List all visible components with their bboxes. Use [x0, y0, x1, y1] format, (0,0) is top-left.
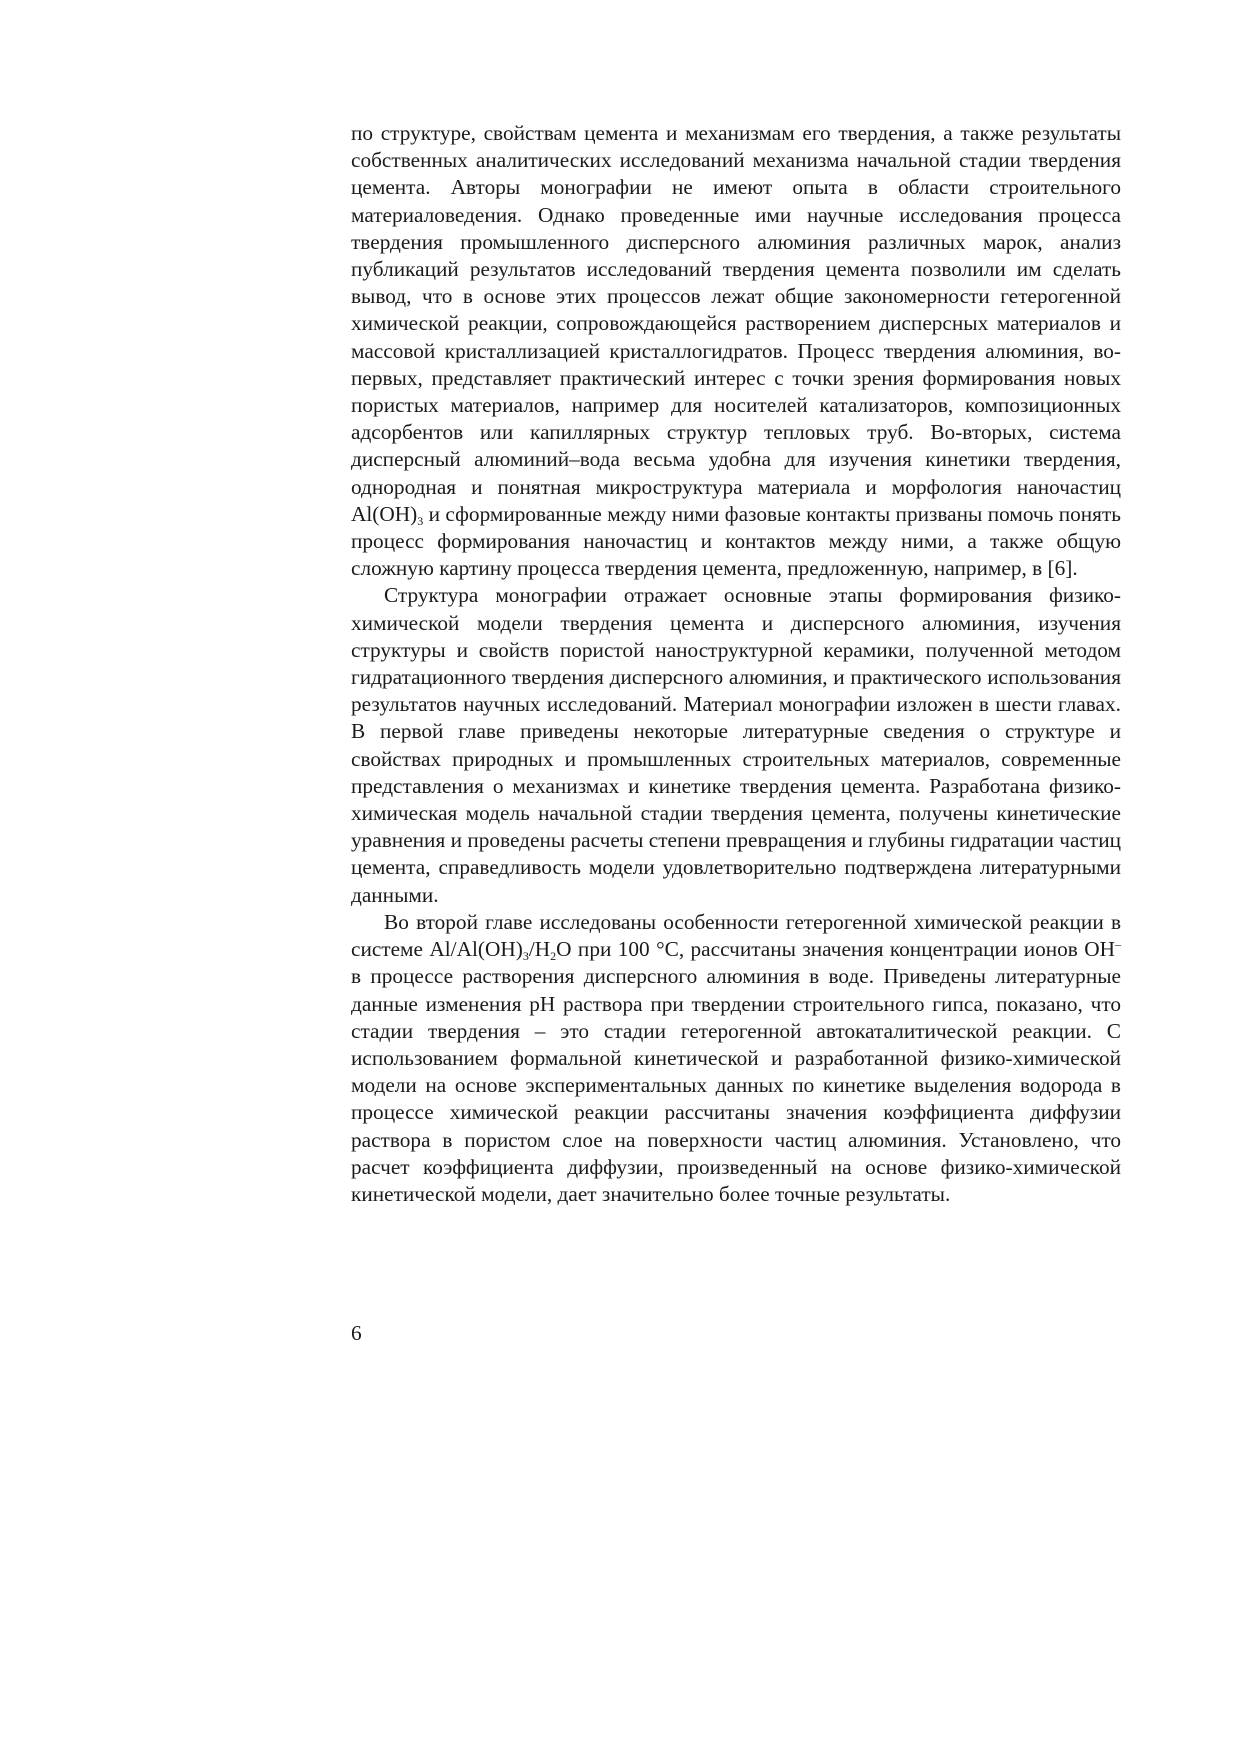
subscript-3: 3 [522, 949, 529, 964]
page-body [351, 120, 1121, 1208]
paragraph-3-text-1: Во второй главе исследованы особенности гетерогенной химической реакции в системе Al/Al(OH) [351, 909, 1121, 962]
paragraph-2-text-1: Структура монографии отражает основные этапы формирования физико-химической модели твердения цемента и дисперсного алюминия, изучения структуры и свойств пористой наноструктурной керамики, полученной методом гидратационного твердения дисперсного алюминия, и практического использования результатов научных исследований. Материал монографии изложен в шести главах. В первой главе приведены некоторые литературные сведения о структуре и свойствах природных и промышленных строительных материалов, современные представления о механизмах и кинетике твердения цемента. Разработана физико-химическая модель начальной стадии твердения цемента, получены кинетические уравнения и проведены расчеты степени превращения и глубины гидратации частиц цемента, справедливость модели удовлетворительно подтверждена литературными данными. [351, 583, 1121, 907]
paragraph-3-text-4: в процессе растворения дисперсного алюминия в воде. Приведены литературные данные изменения pH раствора при твердении строительного гипса, показано, что стадии твердения – это стадии гетерогенной автокаталитической реакции. С использованием формальной кинетической и разработанной физико-химической модели на основе экспериментальных данных по кинетике выделения водорода в процессе химической реакции рассчитаны значения коэффициента диффузии раствора в пористом слое на поверхности частиц алюминия. Установлено, что расчет коэффициента диффузии, произведенный на основе физико-химической кинетической модели, дает значительно более точные результаты. [351, 964, 1121, 1206]
subscript-3: 3 [417, 513, 424, 528]
paragraph-3-text-3: O при 100 °C, рассчитаны значения концентрации ионов OH [556, 937, 1115, 962]
paragraph-1-text-1: по структуре, свойствам цемента и механизмам его твердения, а также результаты собственных аналитических исследований механизма начальной стадии твердения цемента. Авторы монографии не имеют опыта в области строительного материаловедения. Однако проведенные ими научные исследования процесса твердения промышленного дисперсного алюминия различных марок, анализ публикаций результатов исследований твердения цемента позволили им сделать вывод, что в основе этих процессов лежат общие закономерности гетерогенной химической реакции, сопровождающейся растворением дисперсных материалов и массовой кристаллизацией кристаллогидратов. Процесс твердения алюминия, во-первых, представляет практический интерес с точки зрения формирования новых пористых материалов, например для носителей катализаторов, композиционных адсорбентов или капиллярных структур тепловых труб. Во-вторых, система дисперсный алюминий–вода весьма удобна для изучения кинетики твердения, однородная и понятная микроструктура материала и морфология наночастиц Al(OH) [351, 121, 1121, 526]
subscript-2: 2 [550, 949, 557, 964]
paragraph-3-text-2: /H [528, 937, 551, 962]
superscript-minus: – [1115, 937, 1121, 952]
paragraph-1 [351, 120, 1121, 582]
page-number: 6 [351, 1321, 362, 1345]
paragraph-1-text-2: и сформированные между ними фазовые контакты призваны помочь понять процесс формирования наночастиц и контактов между ними, а также общую сложную картину процесса твердения цемента, предложенную, например, в [6]. [351, 501, 1121, 581]
paragraph-2 [351, 582, 1121, 908]
paragraph-3 [351, 909, 1121, 1208]
